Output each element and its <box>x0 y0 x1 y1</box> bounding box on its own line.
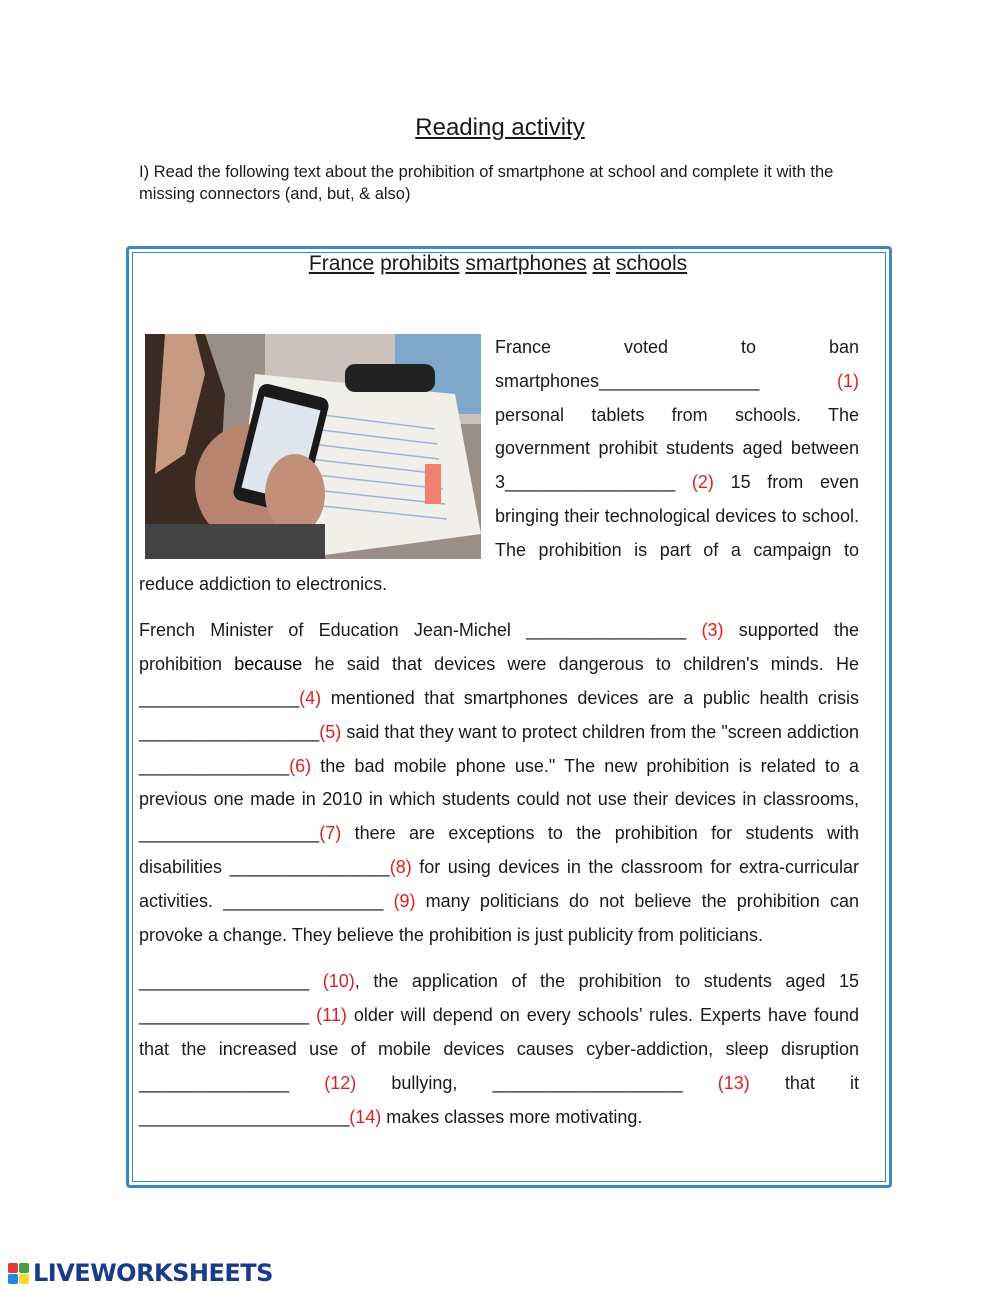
article-title-word: prohibits <box>380 252 460 275</box>
text: mentioned that smartphones devices are a public health crisis <box>330 687 859 708</box>
liveworksheets-logo[interactable] <box>8 1258 273 1288</box>
logo-squares-icon <box>8 1263 29 1284</box>
blank-number: (8) <box>389 856 412 877</box>
blank-2[interactable]: _________________ <box>505 472 676 493</box>
logo-square <box>19 1274 29 1284</box>
text: supported the prohibition <box>139 620 859 675</box>
article-title-word: at <box>592 252 611 275</box>
text: said that they want to protect children from the "screen addiction <box>346 721 859 742</box>
blank-number: (6) <box>289 755 312 776</box>
photo-girl-using-smartphone-icon <box>145 334 481 559</box>
article-title <box>132 252 864 276</box>
article-body <box>139 331 859 1134</box>
text: for using devices in the classroom for extra-curricular activities. <box>139 856 859 911</box>
blank-12[interactable]: _______________ <box>139 1072 290 1093</box>
article-title-word: schools <box>615 252 688 275</box>
blank-number: (9) <box>393 890 416 911</box>
paragraph-3 <box>139 965 859 1134</box>
text: bullying, <box>391 1072 458 1093</box>
blank-10[interactable]: _________________ <box>139 971 310 992</box>
blank-11[interactable]: _________________ <box>139 1005 310 1026</box>
instructions: I) Read the following text about the prohibition of smartphone at school and complete it with the missing connectors (and, but, & also) <box>139 163 834 203</box>
text: older will depend on every schools’ rules. Experts have found that the increased use of mobile devices causes cyber-addiction, sleep disruption <box>139 1005 859 1059</box>
paragraph-1 <box>139 331 859 601</box>
blank-8[interactable]: ________________ <box>229 856 390 877</box>
blank-number: (1) <box>837 370 859 391</box>
blank-number: (14) <box>349 1106 382 1127</box>
text: the bad mobile phone use." The new prohibition is related to a previous one made in 2010 in which students could not use their devices in classrooms, <box>139 755 859 810</box>
blank-4[interactable]: ________________ <box>139 687 300 708</box>
article-title-word: France <box>308 252 375 275</box>
blank-3[interactable]: ________________ <box>526 620 687 641</box>
blank-5[interactable]: __________________ <box>139 721 320 742</box>
blank-13[interactable]: ___________________ <box>492 1072 683 1093</box>
page-title: Reading activity <box>415 114 585 141</box>
paragraph-2 <box>139 614 859 952</box>
text: , the application of the prohibition to students aged 15 <box>354 971 859 992</box>
blank-number: (10) <box>322 971 355 992</box>
blank-number: (3) <box>701 620 724 641</box>
blank-number: (7) <box>319 823 342 844</box>
text: many politicians do not believe the prohibition can provoke a change. They believe the prohibition is just publicity from politicians. <box>139 890 859 945</box>
blank-number: (11) <box>316 1005 347 1026</box>
article-title-word: smartphones <box>465 252 587 275</box>
blank-9[interactable]: ________________ <box>223 890 384 911</box>
blank-14[interactable]: _____________________ <box>139 1106 350 1127</box>
logo-square <box>8 1263 18 1273</box>
text: that it <box>784 1072 859 1093</box>
blank-number: (2) <box>691 472 714 493</box>
text: 15 from even bringing their technological devices to school. The prohibition is part of a campaign to reduce addiction to electronics. <box>139 472 859 594</box>
text-highlight: because <box>234 654 303 675</box>
blank-7[interactable]: __________________ <box>139 823 320 844</box>
logo-text: LIVEWORKSHEETS <box>33 1259 273 1287</box>
blank-number: (5) <box>319 721 342 742</box>
text: French Minister of Education Jean-Michel <box>139 620 511 641</box>
blank-number: (12) <box>324 1072 357 1093</box>
text: there are exceptions to the prohibition for students with disabilities <box>139 823 859 877</box>
blank-6[interactable]: _______________ <box>139 755 290 776</box>
logo-square <box>19 1263 29 1273</box>
text: he said that devices were dangerous to children's minds. He <box>314 654 859 675</box>
blank-number: (13) <box>717 1072 750 1093</box>
logo-square <box>8 1274 18 1284</box>
blank-1[interactable]: ________________ <box>599 370 760 391</box>
blank-number: (4) <box>299 687 322 708</box>
text: personal tablets from schools. The government prohibit students aged between 3 <box>495 404 859 493</box>
text: makes classes more motivating. <box>386 1106 643 1127</box>
text: France voted to ban smartphones <box>495 337 859 391</box>
